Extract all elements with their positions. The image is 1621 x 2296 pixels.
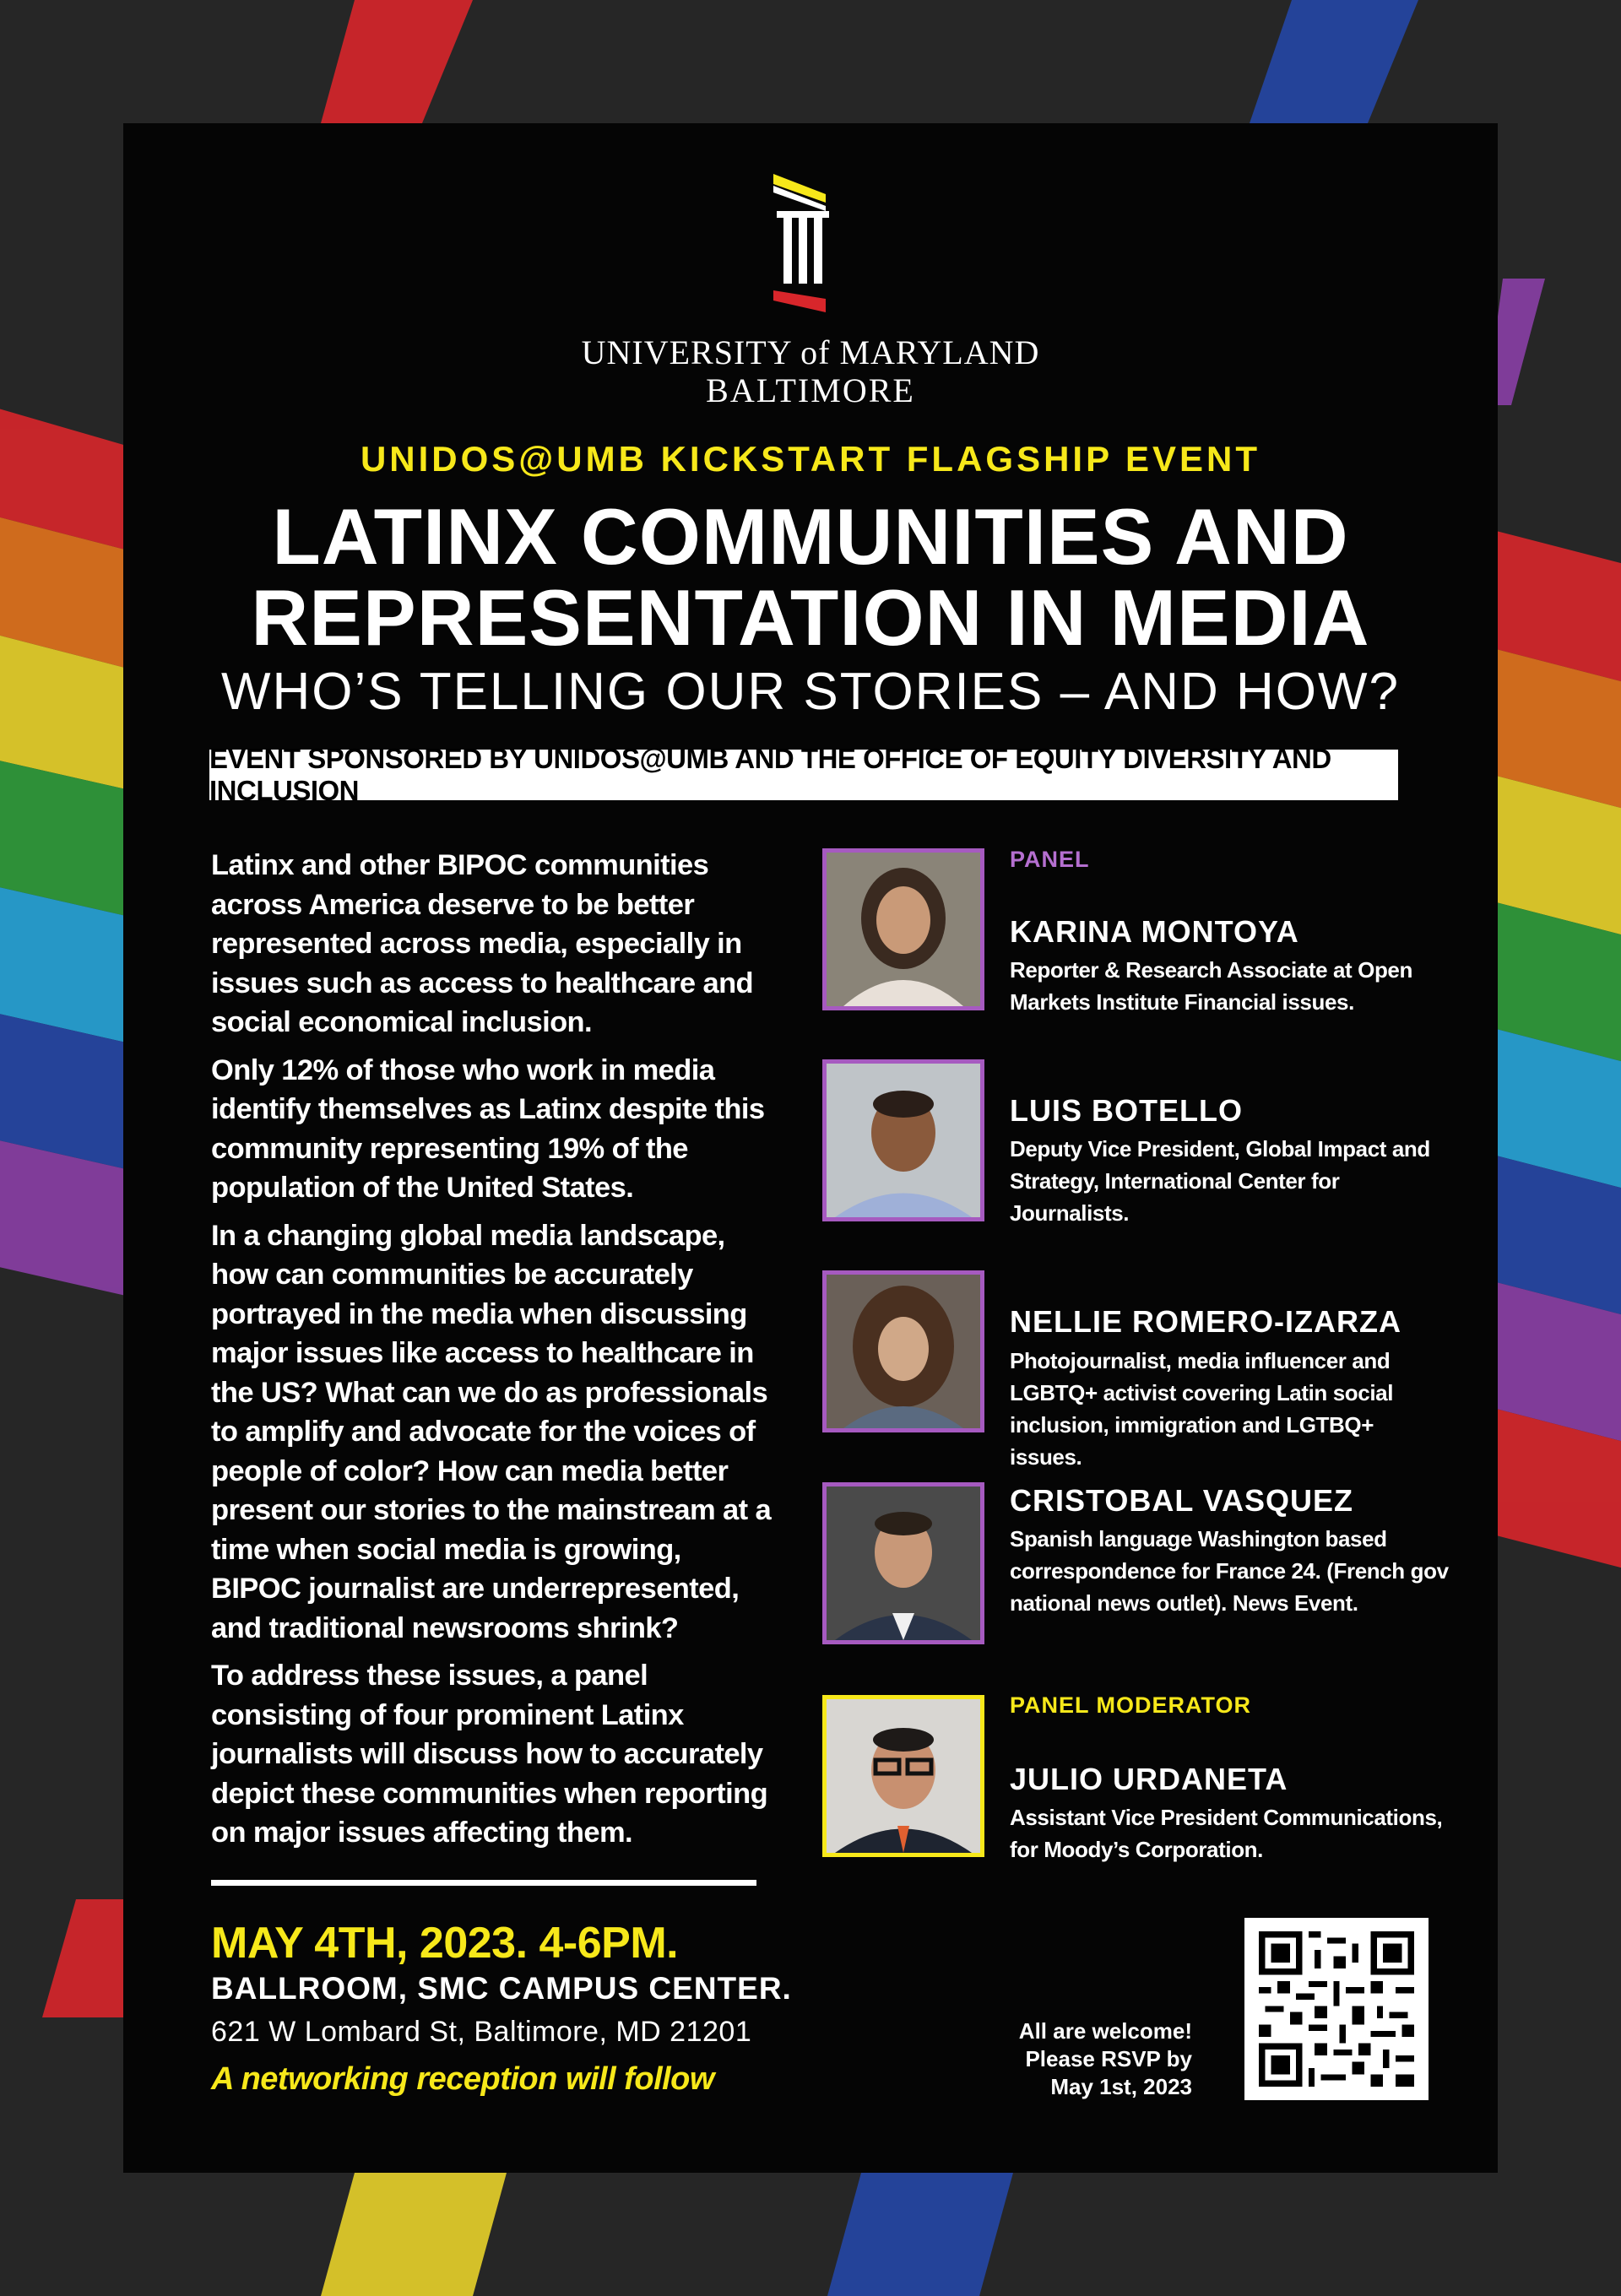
university-campus: BALTIMORE — [706, 371, 915, 409]
reception-note: A networking reception will follow — [211, 2061, 714, 2097]
panel-label: PANEL — [1010, 847, 1090, 872]
event-kicker: UNIDOS@UMB KICKSTART FLAGSHIP EVENT — [360, 439, 1261, 479]
panelist-bio: Deputy Vice President, Global Impact and Strategy, International Center for Journalists. — [1010, 1136, 1430, 1226]
sponsor-banner: EVENT SPONSORED BY UNIDOS@UMB AND THE OFFICE OF EQUITY DIVERSITY AND INCLUSION — [209, 750, 1398, 800]
rsvp-line: All are welcome! — [1018, 2018, 1192, 2044]
moderator-photo — [822, 1695, 984, 1857]
moderator-label: PANEL MODERATOR — [1010, 1692, 1252, 1718]
title-line-1: LATINX COMMUNITIES AND — [272, 492, 1349, 581]
panelist-bio: Spanish language Washington based correspondence for France 24. (French gov national news outlet). News Event. — [1010, 1526, 1449, 1616]
qr-code-icon[interactable] — [1244, 1918, 1429, 2100]
university-name: UNIVERSITY of MARYLAND — [581, 333, 1040, 371]
moderator-name: JULIO URDANETA — [1010, 1762, 1288, 1796]
event-description — [211, 846, 777, 1861]
panelist-name: KARINA MONTOYA — [1010, 914, 1299, 949]
description-paragraph: Latinx and other BIPOC communities across America deserve to be better represented across media, especially in issues such as access to healthcare and social economical inclusion. — [211, 849, 754, 1038]
divider — [211, 1880, 756, 1886]
event-subtitle: WHO’S TELLING OUR STORIES – AND HOW? — [220, 663, 1401, 721]
event-address: 621 W Lombard St, Baltimore, MD 21201 — [211, 2016, 752, 2048]
panelist-photo — [822, 1270, 984, 1432]
event-venue: BALLROOM, SMC CAMPUS CENTER. — [211, 1971, 792, 2006]
panelist-name: NELLIE ROMERO-IZARZA — [1010, 1304, 1401, 1339]
panelist-bio: Reporter & Research Associate at Open Markets Institute Financial issues. — [1010, 957, 1412, 1015]
panelist-photo — [822, 1482, 984, 1644]
panelist-name: LUIS BOTELLO — [1010, 1093, 1243, 1128]
rsvp-line: May 1st, 2023 — [1050, 2074, 1192, 2099]
description-paragraph: In a changing global media landscape, how can communities be accurately portrayed in the media when discussing major issues like access to healthcare in the US? What can we do as professionals to amplify and advocate for the voices of people of color? How can media better present our stories to the mainstream at a time when social media is growing, BIPOC journalist are underrepresented, and traditional newsrooms shrink? — [211, 1219, 772, 1644]
description-paragraph: Only 12% of those who work in media identify themselves as Latinx despite this community representing 19% of the population of the United States. — [211, 1053, 765, 1204]
moderator-bio: Assistant Vice President Communications, for Moody’s Corporation. — [1010, 1805, 1443, 1862]
title-line-2: REPRESENTATION IN MEDIA — [251, 573, 1370, 662]
rsvp-note — [954, 2017, 1192, 2101]
event-title — [123, 492, 1498, 662]
panelist-photo — [822, 1059, 984, 1221]
panelist-bio: Photojournalist, media influencer and LGBTQ+ activist covering Latin social inclusion, immigration and LGTBQ+ issues. — [1010, 1348, 1394, 1470]
description-paragraph: To address these issues, a panel consisting of four prominent Latinx journalists will discuss how to accurately depict these communities when reporting on major issues affecting them. — [211, 1660, 768, 1849]
panelist-photo — [822, 848, 984, 1010]
panelist-name: CRISTOBAL VASQUEZ — [1010, 1483, 1354, 1518]
university-logo-icon — [758, 174, 863, 322]
event-date: MAY 4TH, 2023. 4-6PM. — [211, 1919, 679, 1968]
rsvp-line: Please RSVP by — [1025, 2046, 1192, 2071]
